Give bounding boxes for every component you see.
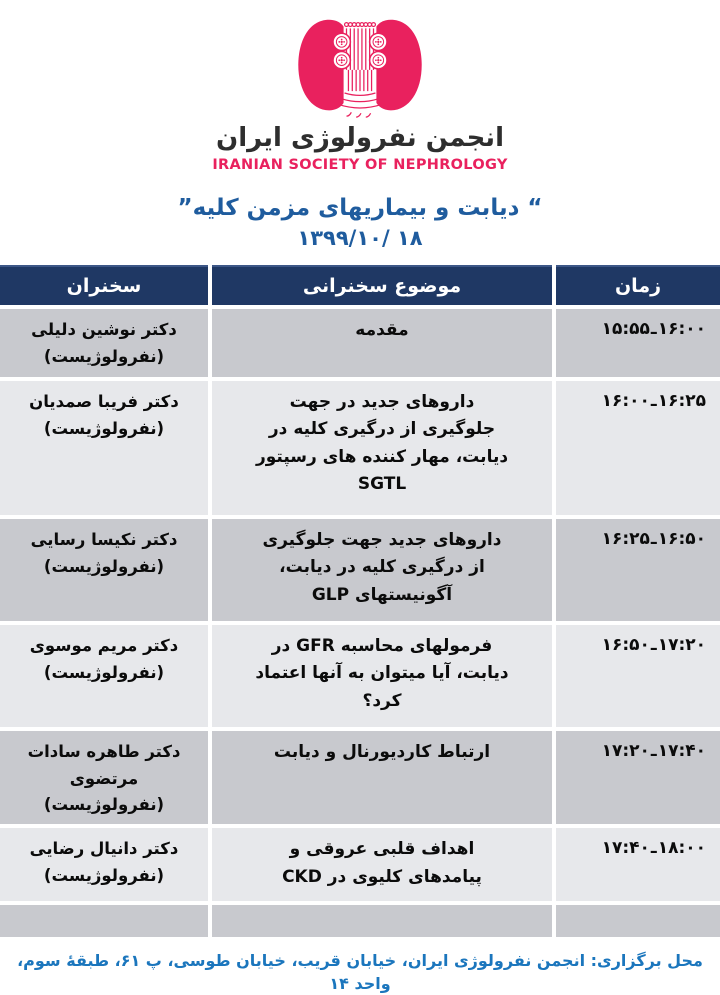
time-cell: [556, 625, 720, 727]
topic-cell: داروهای جدید جهت جلوگیری از درگیری کلیه در دیابت، آگونیستهای GLP: [212, 519, 552, 621]
time-separator: ـ: [650, 635, 657, 656]
speaker-degree: (نفرولوژیست): [43, 795, 165, 815]
time-cell: [556, 309, 720, 377]
header-speaker: سخنران: [0, 265, 208, 305]
time-from: ۱۶:۵۰: [601, 635, 650, 656]
time-separator: ـ: [650, 741, 657, 762]
topic-cell: مقدمه: [212, 309, 552, 377]
table-row-empty: [0, 905, 720, 937]
speaker-name: دکتر طاهره سادات مرتضوی: [27, 742, 181, 788]
time-from: ۱۷:۴۰: [601, 838, 650, 859]
speaker-degree: (نفرولوژیست): [43, 556, 165, 576]
speaker-cell: [0, 381, 208, 515]
time-separator: ـ: [650, 391, 657, 412]
topic-cell: ارتباط کاردیورنال و دیابت: [212, 731, 552, 824]
speaker-cell: [0, 309, 208, 377]
time-cell: [556, 381, 720, 515]
topic-cell: اهداف قلبی عروقی و پیامدهای کلیوی در CKD: [212, 828, 552, 901]
time-to: ۱۶:۵۰: [657, 529, 706, 550]
schedule-table: [0, 265, 720, 937]
event-date: [0, 226, 720, 251]
society-name-farsi: انجمن نفرولوژی ایران: [216, 123, 504, 153]
time-cell: [556, 828, 720, 901]
topic-cell: [212, 905, 552, 937]
speaker-name: دکتر مریم موسوی: [29, 636, 179, 656]
time-to: ۱۷:۴۰: [657, 741, 706, 762]
speaker-cell: [0, 731, 208, 824]
table-row: [0, 731, 720, 824]
speaker-degree: (نفرولوژیست): [43, 346, 165, 366]
speaker-name: دکتر دانیال رضایی: [29, 839, 179, 859]
table-header-row: [0, 265, 720, 305]
time-separator: ـ: [650, 319, 657, 340]
time-from: ۱۶:۲۵: [601, 529, 650, 550]
speaker-cell: [0, 828, 208, 901]
kidneys-persian-column-icon: [296, 12, 424, 120]
time-separator: ـ: [650, 838, 657, 859]
time-to: ۱۶:۰۰: [657, 319, 706, 340]
speaker-name: دکتر فریبا صمدیان: [29, 392, 179, 412]
logo: [0, 0, 720, 174]
speaker-cell: [0, 625, 208, 727]
speaker-degree: (نفرولوژیست): [43, 662, 165, 682]
header-topic: موضوع سخنرانی: [212, 265, 552, 305]
speaker-cell: [0, 905, 208, 937]
table-row: [0, 309, 720, 377]
time-from: ۱۶:۰۰: [601, 391, 650, 412]
table-row: [0, 625, 720, 727]
time-from: ۱۵:۵۵: [601, 319, 650, 340]
topic-cell: فرمولهای محاسبه GFR در دیابت، آیا میتوان به آنها اعتماد کرد؟: [212, 625, 552, 727]
speaker-degree: (نفرولوژیست): [43, 865, 165, 885]
table-row: [0, 519, 720, 621]
event-date-value: ۱۳۹۹/۱۰/ ۱۸: [297, 226, 423, 251]
speaker-name: دکتر نوشین دلیلی: [31, 320, 177, 340]
speaker-name: دکتر نکیسا رسایی: [30, 530, 178, 550]
venue-footer: محل برگزاری: انجمن نفرولوژی ایران، خیابان قریب، خیابان طوسی، پ ۶۱، طبقهٔ سوم، واحد ۱۴: [17, 951, 703, 993]
speaker-degree: (نفرولوژیست): [43, 418, 165, 438]
time-cell: [556, 519, 720, 621]
table-row: [0, 828, 720, 901]
society-name-english: IRANIAN SOCIETY OF NEPHROLOGY: [212, 156, 508, 173]
table-row: [0, 381, 720, 515]
time-cell: [556, 905, 720, 937]
time-to: ۱۸:۰۰: [657, 838, 706, 859]
speaker-cell: [0, 519, 208, 621]
time-from: ۱۷:۲۰: [601, 741, 650, 762]
time-to: ۱۶:۲۵: [657, 391, 706, 412]
time-separator: ـ: [650, 529, 657, 550]
topic-cell: داروهای جدید در جهت جلوگیری از درگیری کلیه در دیابت، مهار کننده های رسپتور SGTL: [212, 381, 552, 515]
event-title: “ دیابت و بیماریهای مزمن کلیه”: [177, 195, 543, 222]
time-to: ۱۷:۲۰: [657, 635, 706, 656]
header-time: زمان: [556, 265, 720, 305]
time-cell: [556, 731, 720, 824]
